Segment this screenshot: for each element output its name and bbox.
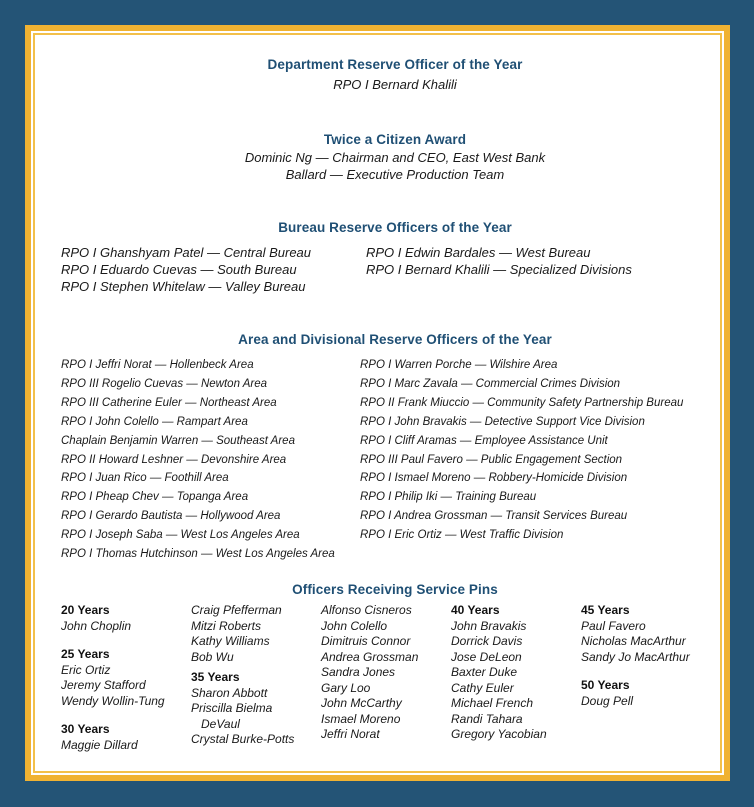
pins-name: DeVaul <box>201 716 240 731</box>
award-page <box>35 35 720 771</box>
pins-name: Jeffri Norat <box>321 727 380 741</box>
bureau-right-list <box>366 244 632 278</box>
department-heading: Department Reserve Officer of the Year <box>267 57 523 72</box>
pins-name: Wendy Wollin-Tung <box>61 693 165 708</box>
pins-name: Paul Favero <box>581 618 646 633</box>
area-recipient: RPO I Pheap Chev — Topanga Area <box>61 491 249 504</box>
area-recipient: RPO I Joseph Saba — West Los Angeles Area <box>61 529 300 542</box>
area-recipient: RPO I Cliff Aramas — Employee Assistance Unit <box>360 434 608 447</box>
department-recipient: RPO I Bernard Khalili <box>333 77 457 92</box>
pins-name: John Choplin <box>61 618 132 633</box>
area-recipient: RPO III Catherine Euler — Northeast Area <box>61 396 277 409</box>
pins-years-label: 50 Years <box>581 678 630 692</box>
pins-name: Craig Pfefferman <box>191 603 282 617</box>
area-recipient: Chaplain Benjamin Warren — Southeast Area <box>61 434 295 447</box>
pins-heading: Officers Receiving Service Pins <box>292 582 498 597</box>
pins-name: Gregory Yacobian <box>451 727 547 741</box>
area-recipient: RPO I John Colello — Rampart Area <box>61 415 248 428</box>
bureau-heading: Bureau Reserve Officers of the Year <box>278 220 512 235</box>
pins-name: Andrea Grossman <box>321 649 419 664</box>
pins-name: Jeremy Stafford <box>61 678 146 692</box>
bureau-recipient: RPO I Edwin Bardales — West Bureau <box>366 245 591 260</box>
pins-name: Randi Tahara <box>451 711 523 726</box>
pins-name: John Bravakis <box>451 618 527 633</box>
pins-name: Doug Pell <box>581 693 634 708</box>
pins-name: Kathy Williams <box>191 634 270 648</box>
pins-name: John Colello <box>321 618 388 633</box>
pins-years-label: 20 Years <box>61 603 110 617</box>
area-recipient: RPO I John Bravakis — Detective Support Vice Division <box>360 415 645 428</box>
bureau-recipient: RPO I Stephen Whitelaw — Valley Bureau <box>61 279 306 294</box>
pins-name: Alfonso Cisneros <box>321 603 412 617</box>
pins-column-3 <box>321 603 418 743</box>
pins-name: Crystal Burke-Potts <box>191 732 295 746</box>
area-recipient: RPO I Andrea Grossman — Transit Services Bureau <box>360 510 628 523</box>
area-recipient: RPO I Jeffri Norat — Hollenbeck Area <box>61 359 254 371</box>
area-recipient: RPO I Marc Zavala — Commercial Crimes Division <box>360 377 621 390</box>
pins-years-label: 30 Years <box>61 722 110 736</box>
bureau-left-list <box>61 244 311 295</box>
pins-column-2 <box>191 603 294 748</box>
pins-years-label: 35 Years <box>191 670 240 684</box>
citizen-heading: Twice a Citizen Award <box>323 132 467 147</box>
pins-name: Bob Wu <box>191 649 234 664</box>
pins-name: Baxter Duke <box>451 665 518 679</box>
gold-frame <box>25 25 730 781</box>
area-recipient: RPO I Ismael Moreno — Robbery-Homicide Division <box>360 472 628 485</box>
area-recipient: RPO III Rogelio Cuevas — Newton Area <box>61 377 268 390</box>
pins-years-label: 25 Years <box>61 647 110 661</box>
pins-name: Jose DeLeon <box>451 649 522 664</box>
area-left-list <box>61 356 335 564</box>
pins-name: Ismael Moreno <box>321 711 401 726</box>
pins-column-4 <box>451 603 547 743</box>
pins-column-1 <box>61 603 165 753</box>
area-recipient: RPO I Warren Porche — Wilshire Area <box>360 359 558 371</box>
pins-name: Sandy Jo MacArthur <box>581 649 690 664</box>
pins-name: Sandra Jones <box>321 665 396 679</box>
pins-name: Dorrick Davis <box>451 634 523 648</box>
pins-name: Eric Ortiz <box>61 662 111 677</box>
pins-name: Michael French <box>451 696 534 710</box>
area-right-list <box>360 356 683 545</box>
pins-name: Dimitruis Connor <box>321 634 411 648</box>
area-recipient: RPO I Philip Iki — Training Bureau <box>360 491 537 504</box>
pins-name: Priscilla Bielma <box>191 701 273 715</box>
bureau-recipient: RPO I Eduardo Cuevas — South Bureau <box>61 262 297 277</box>
pins-name: John McCarthy <box>321 696 402 710</box>
area-recipient: RPO III Paul Favero — Public Engagement Section <box>360 453 623 466</box>
pins-column-5 <box>581 603 690 709</box>
pins-name: Mitzi Roberts <box>191 618 262 633</box>
award-content <box>61 35 720 771</box>
bureau-recipient: RPO I Bernard Khalili — Specialized Divisions <box>366 262 632 277</box>
citizen-recipient: Dominic Ng — Chairman and CEO, East West Bank <box>244 150 546 165</box>
citizen-recipient: Ballard — Executive Production Team <box>285 167 505 182</box>
area-recipient: RPO I Gerardo Bautista — Hollywood Area <box>61 510 281 523</box>
area-recipient: RPO II Frank Miuccio — Community Safety Partnership Bureau <box>360 396 684 409</box>
pins-name: Nicholas MacArthur <box>581 634 686 648</box>
area-heading: Area and Divisional Reserve Officers of the Year <box>238 332 552 347</box>
pins-name: Maggie Dillard <box>61 737 138 752</box>
pins-name: Gary Loo <box>321 680 371 695</box>
pins-name: Sharon Abbott <box>191 685 268 700</box>
area-recipient: RPO I Thomas Hutchinson — West Los Angeles Area <box>61 548 335 561</box>
bureau-recipient: RPO I Ghanshyam Patel — Central Bureau <box>61 245 312 260</box>
pins-name: Cathy Euler <box>451 680 514 695</box>
pins-years-label: 40 Years <box>451 603 500 617</box>
area-recipient: RPO II Howard Leshner — Devonshire Area <box>61 453 287 466</box>
area-recipient: RPO I Juan Rico — Foothill Area <box>61 472 229 485</box>
area-recipient: RPO I Eric Ortiz — West Traffic Division <box>360 529 564 542</box>
pins-years-label: 45 Years <box>581 603 630 617</box>
